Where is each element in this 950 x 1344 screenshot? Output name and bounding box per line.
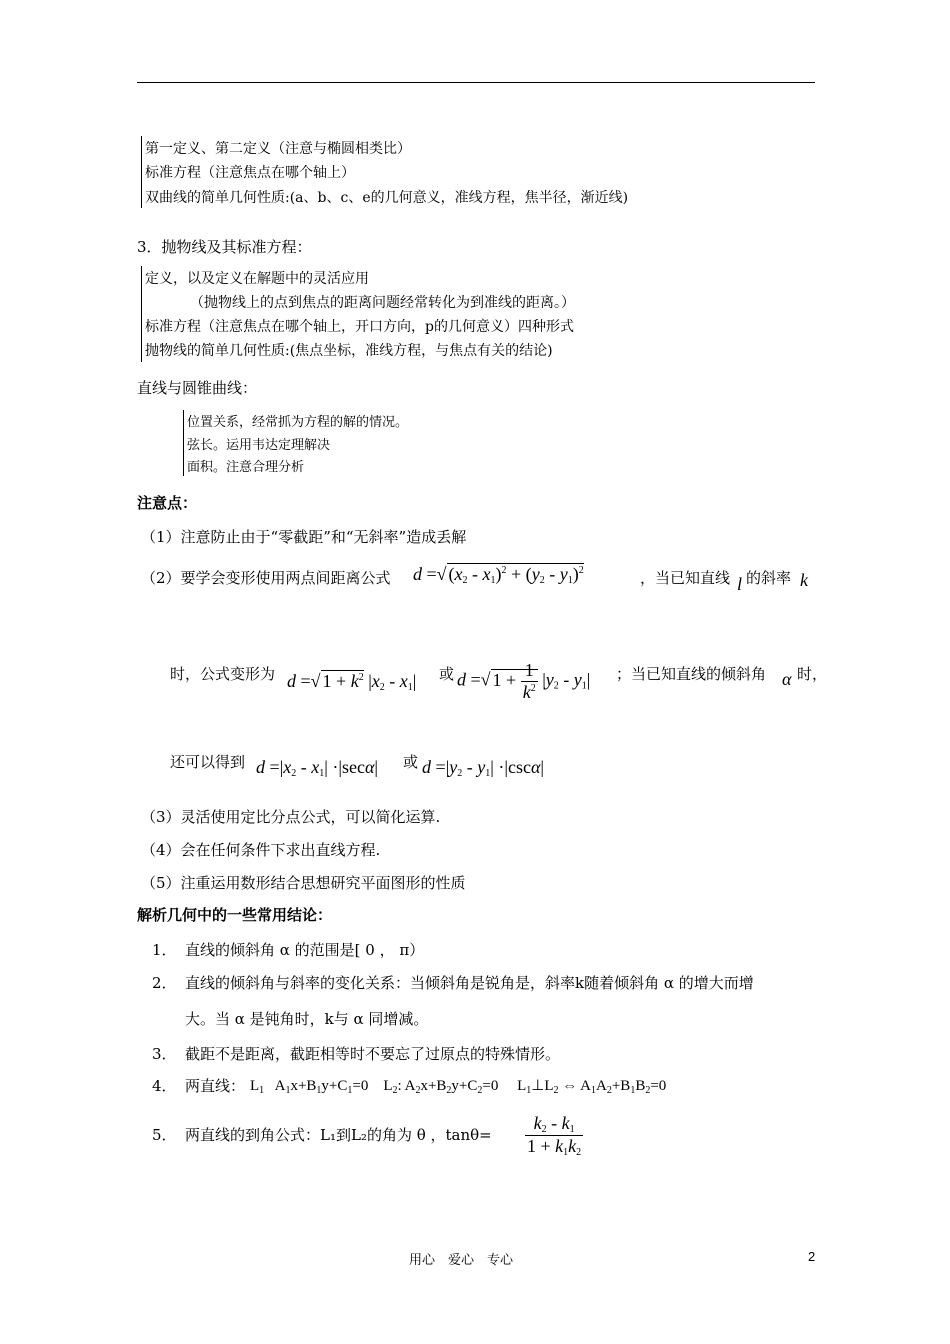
note-2c-intro: 还可以得到 [170,753,246,771]
conclusion-1: 直线的倾斜角 α 的范围是[ 0 ， π） [185,941,425,959]
note-1: （1）注意防止由于“零截距”和“无斜率”造成丢解 [141,528,467,546]
note-2b-intro: 时，公式变形为 [170,665,276,683]
note-2-known-line: ，当已知直线 [640,569,731,587]
line-conic-item-3: 面积。注意合理分析 [187,460,305,475]
parabola-item-4: 抛物线的简单几何性质:(焦点坐标，准线方程，与焦点有关的结论) [145,343,553,359]
hyperbola-item-3: 双曲线的简单几何性质:(a、b、c、e的几何意义，准线方程，焦半径，渐近线) [145,190,629,206]
note-3: （3）灵活使用定比分点公式，可以简化运算. [141,808,441,826]
formula-k-y: d =√ 1 + $\frac{1}{k^2}$ $|y_2 - y_1|$ [457,660,591,702]
hyperbola-item-1: 第一定义、第二定义（注意与椭圆相类比） [145,141,411,157]
conclusion-5-number: 5． [152,1126,177,1144]
conclusion-3-number: 3． [152,1045,177,1063]
brace [141,136,142,208]
line-conic-item-1: 位置关系，经常抓为方程的解的情况。 [187,415,409,430]
conclusion-2-number: 2． [152,974,177,992]
note-2-intro: （2）要学会变形使用两点间距离公式 [141,569,391,587]
conclusion-1-number: 1． [152,941,177,959]
formula-k: d =√ $1 + k^2$ $|x_2 - x_1|$ [287,671,417,693]
note-4: （4）会在任何条件下求出直线方程. [141,841,381,859]
hyperbola-item-2: 标准方程（注意焦点在哪个轴上） [145,165,355,181]
note-5: （5）注重运用数形结合思想研究平面图形的性质 [141,874,466,892]
note-2b-angle: ；当已知直线的倾斜角 [616,665,767,683]
conclusion-4-number: 4． [152,1077,177,1095]
var-k: k [800,570,808,590]
parabola-item-2: （抛物线上的点到焦点的距离问题经常转化为到准线的距离。） [190,295,575,311]
footer-text: 用心 爱心 专心 [409,1253,514,1268]
formula-sec: $d =|x_2 - x_1| \cdot|\sec\alpha|$ [256,757,379,779]
brace [141,266,142,362]
note-2b-end: 时， [797,665,828,683]
parabola-item-1: 定义，以及定义在解题中的灵活应用 [145,271,369,287]
page-number: 2 [808,1249,816,1264]
parabola-item-3: 标准方程（注意焦点在哪个轴上，开口方向，p的几何意义）四种形式 [145,319,574,335]
conclusion-4-lines: $L_1$ $A_1x+B_1y+C_1=0$ $L_2$: $A_2x+B_2y+C_2=0$ $L_1\perp L_2$ ⇔ $A_1A_2+B_1B_2=0$ [250,1078,667,1096]
notes-heading: 注意点： [137,494,198,512]
conclusion-5: 两直线的到角公式：L₁到L₂的角为 θ ，tanθ= [185,1126,492,1144]
brace [183,410,184,476]
line-conic-item-2: 弦长。运用韦达定理解决 [187,438,331,453]
formula-csc: $d =|y_2 - y_1| \cdot|\csc\alpha|$ [422,757,545,779]
conclusion-4-label: 两直线： [185,1077,246,1095]
distance-formula: d =√ $(x_2 - x_1)^2 + (y_2 - y_1)^2$ [413,564,584,586]
parabola-heading: 3．抛物线及其标准方程： [137,238,312,256]
or-2: 或 [403,753,419,771]
line-conic-heading: 直线与圆锥曲线： [137,379,258,397]
var-l: l [737,574,743,594]
note-2-slope: 的斜率 [746,569,792,587]
conclusion-2b: 大。当 α 是钝角时，k与 α 同增减。 [185,1010,429,1028]
conclusion-3: 截距不是距离，截距相等时不要忘了过原点的特殊情形。 [185,1045,561,1063]
conclusions-heading: 解析几何中的一些常用结论： [137,906,333,924]
angle-formula: $\frac{k_2 - k_1}{1 + k_1k_2}$ [527,1113,582,1158]
header-rule [137,82,815,83]
var-alpha: α [782,669,792,689]
or-1: 或 [439,665,455,683]
conclusion-2a: 直线的倾斜角与斜率的变化关系：当倾斜角是锐角是，斜率k随着倾斜角 α 的增大而增 [185,974,754,992]
